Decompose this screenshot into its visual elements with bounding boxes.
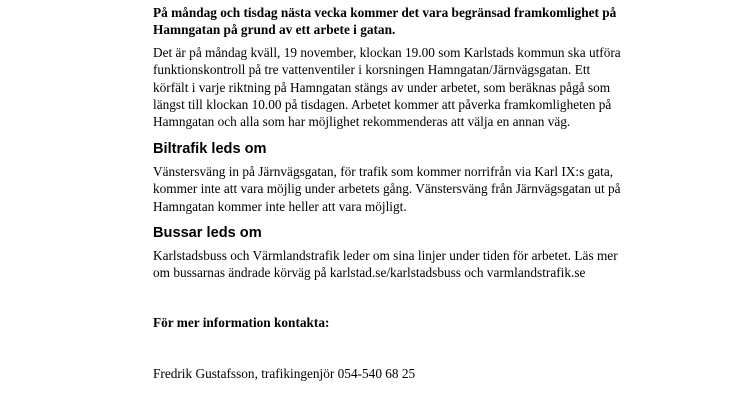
press-release: [153, 4, 623, 383]
section-heading-buses: Bussar leds om: [153, 225, 262, 242]
contact-heading: För mer information kontakta:: [153, 314, 330, 330]
intro-paragraph: Det är på måndag kväll, 19 november, klockan 19.00 som Karlstads kommun ska utföra funktionskontroll på tre vattenventiler i korsningen Hamngatan/Järnvägsgatan. Ett körfält i varje riktning på Hamngatan stängs av under arbetet, som beräknas pågå som längst till klockan 10.00 på tisdagen. Arbetet kommer att påverka framkomligheten på Hamngatan och alla som har möjlighet rekommenderas att välja en annan väg.: [153, 44, 621, 130]
lead-paragraph: På måndag och tisdag nästa vecka kommer det vara begränsad framkomlighet på Hamngatan på grund av ett arbete i gatan.: [153, 5, 617, 38]
section-text-car-traffic: Vänstersväng in på Järnvägsgatan, för trafik som kommer norrifrån via Karl IX:s gata, kommer inte att vara möjlig under arbetets gång. Vänstersväng från Järnvägsgatan ut på Hamngatan kommer inte heller att vara möjligt.: [153, 163, 621, 214]
contact-person: Fredrik Gustafsson, trafikingenjör 054-540 68 25: [153, 366, 416, 382]
section-heading-car-traffic: Biltrafik leds om: [153, 140, 267, 157]
section-text-buses: Karlstadsbuss och Värmlandstrafik leder om sina linjer under tiden för arbetet. Läs mer om bussarnas ändrade körväg på karlstad.se/karlstadsbuss och varmlandstrafik.se: [153, 248, 618, 281]
